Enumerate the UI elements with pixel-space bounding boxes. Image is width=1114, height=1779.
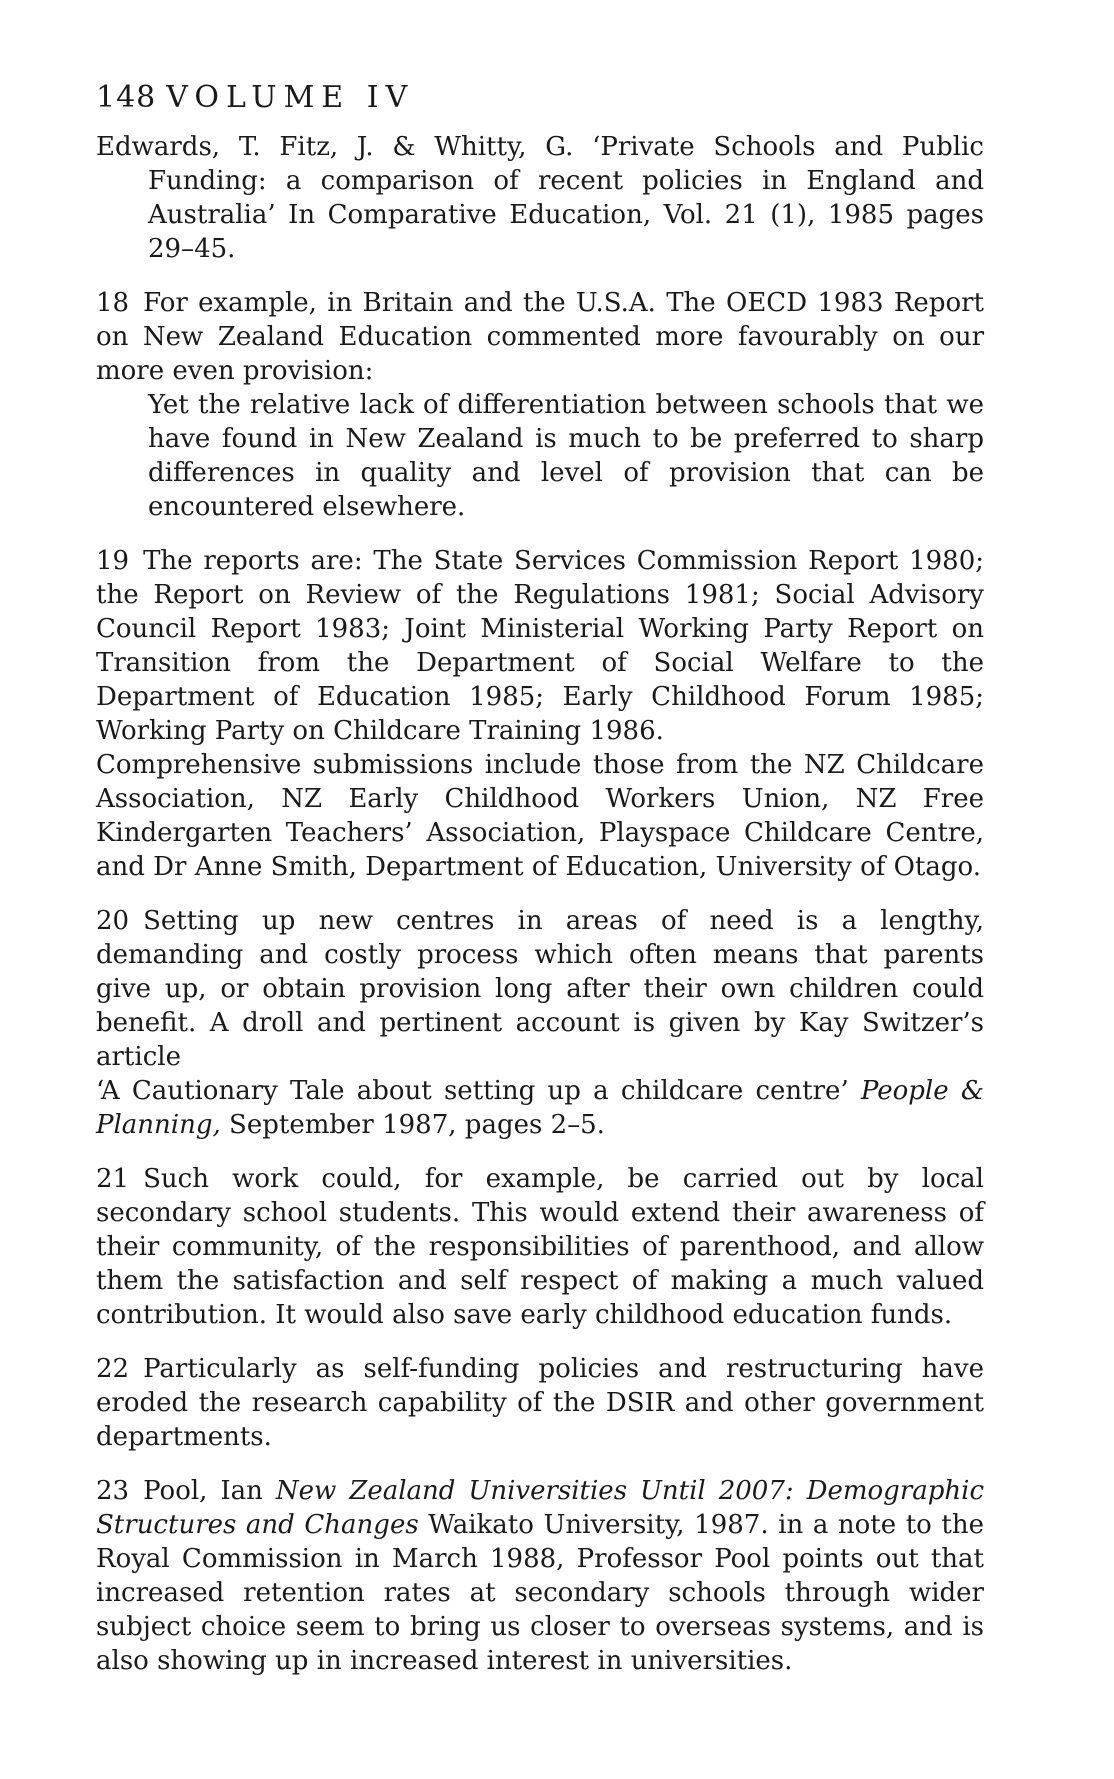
note-number: 21 bbox=[96, 1164, 130, 1194]
note-author: Pool, Ian bbox=[143, 1476, 276, 1506]
note-22 bbox=[96, 1352, 984, 1454]
note-18 bbox=[96, 286, 984, 388]
note-18-blockquote: Yet the relative lack of differentiation between schools that we have found in New Zealand is much to be preferred to sharp differences in quality and level of provision that can be encountered elsewhere. bbox=[148, 390, 984, 522]
note-number: 23 bbox=[96, 1476, 130, 1506]
note-number: 20 bbox=[96, 906, 130, 936]
note-text: Particularly as self-funding policies and restructuring have eroded the research capability of the DSIR and other government departments. bbox=[96, 1354, 984, 1452]
note-text: Waikato University, 1987. in a note to the Royal Commission in March 1988, Professor Pool points out that increased retention rates at secondary schools through wider subject choice seem to bring us closer to overseas systems, and is also showing up in increased interest in universities. bbox=[96, 1510, 984, 1676]
document-page bbox=[96, 78, 984, 1698]
note-21 bbox=[96, 1162, 984, 1332]
note-number: 18 bbox=[96, 288, 130, 318]
note-19 bbox=[96, 544, 984, 884]
volume-label: VOLUME IV bbox=[166, 80, 415, 115]
reference-17-continuation bbox=[96, 130, 984, 266]
citation-journal: People & Planning, bbox=[96, 1076, 984, 1140]
page-number: 148 bbox=[96, 80, 157, 115]
note-book-title: New Zealand Universities Until 2007: Demographic Structures and Changes bbox=[96, 1476, 985, 1540]
note-text: Such work could, for example, be carried out by local secondary school students. This would extend their awareness of their community, of the responsibilities of parenthood, and allow them the satisfaction and self respect of making a much valued contribution. It would also save early childhood education funds. bbox=[96, 1164, 984, 1330]
note-23 bbox=[96, 1474, 984, 1678]
running-head bbox=[96, 78, 984, 118]
note-20 bbox=[96, 904, 984, 1142]
citation-date: September 1987, pages 2–5. bbox=[220, 1110, 605, 1140]
reference-text: Edwards, T. Fitz, J. & Whitty, G. ‘Private Schools and Public Funding: a comparison of recent policies in England and Australia’ In Comparative Education, Vol. 21 (1), 1985 pages 29–45. bbox=[96, 132, 984, 264]
note-number: 19 bbox=[96, 546, 130, 576]
note-number: 22 bbox=[96, 1354, 130, 1384]
note-citation bbox=[96, 1074, 984, 1142]
note-text-continued: Comprehensive submissions include those from the NZ Childcare Association, NZ Early Childhood Workers Union, NZ Free Kindergarten Teachers’ Association, Playspace Childcare Centre, and Dr Anne Smith, Department of Education, University of Otago. bbox=[96, 750, 984, 882]
citation-title: ‘A Cautionary Tale about setting up a childcare centre’ bbox=[96, 1076, 861, 1106]
note-text: For example, in Britain and the U.S.A. The OECD 1983 Report on New Zealand Education commented more favourably on our more even provision: bbox=[96, 288, 984, 386]
note-text: Setting up new centres in areas of need is a lengthy, demanding and costly process which often means that parents give up, or obtain provision long after their own children could benefit. A droll and pertinent account is given by Kay Switzer’s article bbox=[96, 906, 984, 1072]
note-text: The reports are: The State Services Commission Report 1980; the Report on Review of the Regulations 1981; Social Advisory Council Report 1983; Joint Ministerial Working Party Report on Transition from the Department of Social Welfare to the Department of Education 1985; Early Childhood Forum 1985; Working Party on Childcare Training 1986. bbox=[96, 546, 984, 746]
